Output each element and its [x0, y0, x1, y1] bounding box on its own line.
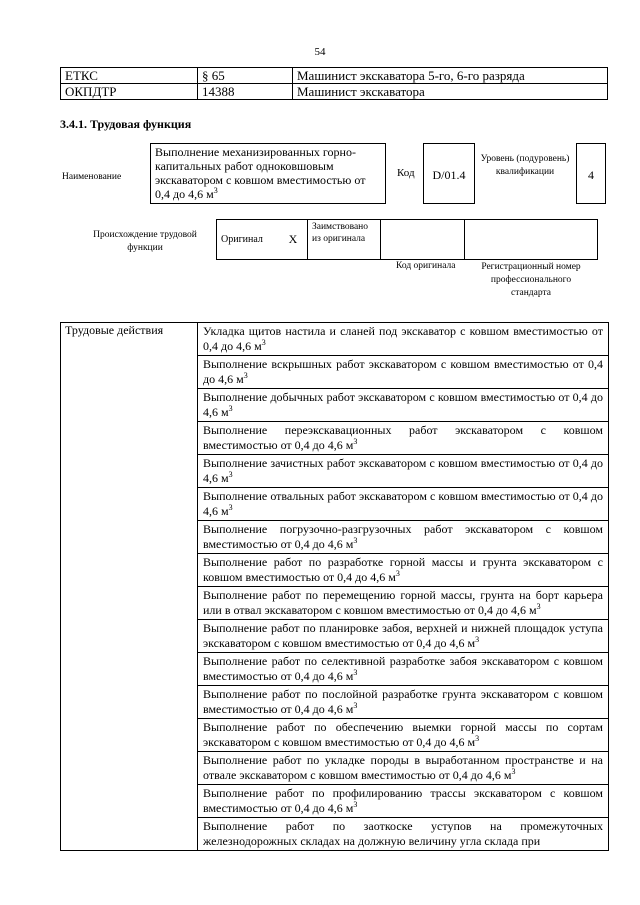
- reg-number-cell: [465, 220, 598, 260]
- labor-action-item: [198, 587, 609, 620]
- reference-row: [61, 68, 608, 84]
- labor-action-item: [198, 422, 609, 455]
- unit-superscript: 3: [395, 569, 400, 578]
- code-label: Код: [397, 167, 415, 179]
- function-name-text: Выполнение механизированных горно-капитальных работ одноковшовым экскаватором с ковшом вместимостью от 0,4 до 4,6 м: [155, 145, 366, 201]
- unit-superscript: 3: [243, 371, 248, 380]
- labor-action-item: [198, 752, 609, 785]
- labor-action-item: [198, 356, 609, 389]
- level-label: Уровень (подуровень) квалификации: [480, 154, 570, 177]
- labor-action-item: [198, 653, 609, 686]
- function-code: D/01.4: [423, 143, 475, 204]
- labor-action-text: Выполнение работ по укладке породы в выработанном пространстве и на отвале экскаватором с ковшом вместимостью от 0,4 до 4,6 м: [203, 753, 603, 782]
- labor-action-item: [198, 719, 609, 752]
- labor-action-item: [198, 521, 609, 554]
- labor-action-text: Выполнение работ по перемещению горной массы, грунта на борт карьера или в отвал экскаватором с ковшом вместимостью от 0,4 до 4,6 м: [203, 588, 603, 617]
- labor-actions-header: Трудовые действия: [61, 323, 198, 851]
- unit-superscript: 3: [353, 437, 358, 446]
- reference-section: 14388: [198, 84, 293, 100]
- labor-action-text: Выполнение вскрышных работ экскаватором с ковшом вместимостью от 0,4 до 4,6 м: [203, 357, 603, 386]
- labor-action-text: Выполнение работ по разработке горной массы и грунта экскаватором с ковшом вместимостью от 0,4 до 4,6 м: [203, 555, 603, 584]
- reference-code: ЕТКС: [61, 68, 198, 84]
- labor-action-item: [198, 554, 609, 587]
- code-original-label: Код оригинала: [396, 261, 456, 271]
- labor-action-row: [61, 323, 609, 356]
- reg-number-label: Регистрационный номер профессионального стандарта: [481, 262, 581, 298]
- function-name: [150, 143, 386, 204]
- reference-code: ОКПДТР: [61, 84, 198, 100]
- labor-action-item: [198, 323, 609, 356]
- page-number: 54: [314, 46, 326, 58]
- labor-action-text: Выполнение работ по селективной разработке забоя экскаватором с ковшом вместимостью от 0,4 до 4,6 м: [203, 654, 603, 683]
- origin-table: [216, 219, 598, 260]
- labor-action-item: [198, 785, 609, 818]
- reference-title: Машинист экскаватора 5-го, 6-го разряда: [293, 68, 608, 84]
- labor-action-text: Выполнение погрузочно-разгрузочных работ экскаватором с ковшом вместимостью от 0,4 до 4,6 м: [203, 522, 603, 551]
- origin-row: [217, 220, 598, 260]
- name-label: Наименование: [62, 172, 122, 182]
- labor-action-text: Выполнение зачистных работ экскаватором с ковшом вместимостью от 0,4 до 4,6 м: [203, 456, 603, 485]
- labor-action-item: [198, 389, 609, 422]
- labor-actions-table: [60, 322, 609, 851]
- labor-actions-body: [61, 323, 609, 851]
- labor-action-text: Выполнение работ по профилированию трассы экскаватором с ковшом вместимостью от 0,4 до 4,6 м: [203, 786, 603, 815]
- unit-superscript: 3: [353, 536, 358, 545]
- unit-superscript: 3: [261, 338, 266, 347]
- origin-label: Происхождение трудовой функции: [93, 230, 197, 253]
- unit-superscript: 3: [353, 800, 358, 809]
- reference-section: § 65: [198, 68, 293, 84]
- labor-action-item: [198, 488, 609, 521]
- unit-superscript: 3: [475, 734, 480, 743]
- reference-table: [60, 67, 608, 100]
- labor-action-item: [198, 620, 609, 653]
- unit-superscript: 3: [228, 404, 233, 413]
- labor-action-item: [198, 818, 609, 851]
- labor-action-text: Выполнение работ по планировке забоя, верхней и нижней площадок уступа экскаватором с ковшом вместимостью от 0,4 до 4,6 м: [203, 621, 603, 650]
- unit-superscript: 3: [475, 635, 480, 644]
- labor-action-text: Выполнение работ по послойной разработке грунта экскаватором с ковшом вместимостью от 0,4 до 4,6 м: [203, 687, 603, 716]
- unit-superscript: 3: [353, 668, 358, 677]
- unit-superscript: 3: [228, 470, 233, 479]
- code-original-cell: [381, 220, 465, 260]
- unit-superscript: 3: [228, 503, 233, 512]
- labor-action-text: Выполнение отвальных работ экскаватором с ковшом вместимостью от 0,4 до 4,6 м: [203, 489, 603, 518]
- labor-action-text: Выполнение добычных работ экскаватором с ковшом вместимостью от 0,4 до 4,6 м: [203, 390, 603, 419]
- labor-action-item: [198, 686, 609, 719]
- original-label: Оригинал: [217, 220, 280, 260]
- reference-row: [61, 84, 608, 100]
- borrowed-label: Заимствовано из оригинала: [308, 220, 381, 260]
- labor-action-item: [198, 455, 609, 488]
- labor-action-text: Выполнение работ по обеспечению выемки горной массы по сортам экскаватором с ковшом вместимостью от 0,4 до 4,6 м: [203, 720, 603, 749]
- labor-action-text: Выполнение переэкскавационных работ экскаватором с ковшом вместимостью от 0,4 до 4,6 м: [203, 423, 603, 452]
- unit-superscript: 3: [213, 186, 218, 195]
- original-mark: X: [279, 220, 308, 260]
- labor-action-text: Укладка щитов настила и сланей под экскаватор с ковшом вместимостью от 0,4 до 4,6 м: [203, 324, 603, 353]
- unit-superscript: 3: [353, 701, 358, 710]
- section-heading: 3.4.1. Трудовая функция: [60, 117, 192, 131]
- unit-superscript: 3: [536, 602, 541, 611]
- reference-title: Машинист экскаватора: [293, 84, 608, 100]
- qualification-level: 4: [576, 143, 606, 204]
- labor-action-text: Выполнение работ по заоткоске уступов на промежуточных железнодорожных складах на должную величину угла склада при: [203, 819, 603, 848]
- unit-superscript: 3: [511, 767, 516, 776]
